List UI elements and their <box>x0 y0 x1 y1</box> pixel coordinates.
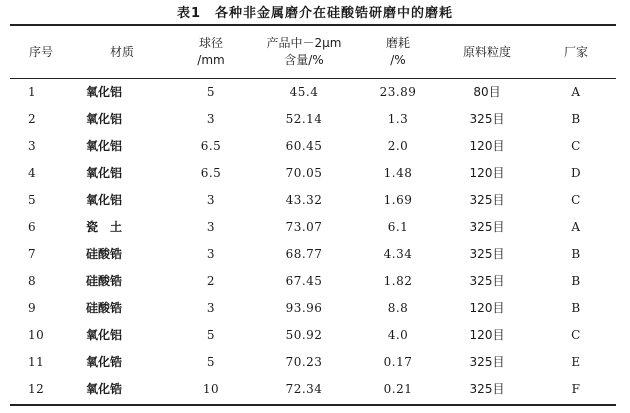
cell-maker: C <box>571 192 581 207</box>
cell-grain: 120目 <box>469 328 505 342</box>
table-row <box>10 294 616 321</box>
cell-material: 氧化铝 <box>86 166 123 180</box>
cell-no: 5 <box>28 192 37 207</box>
cell-diameter: 3 <box>206 111 216 126</box>
cell-grain: 80目 <box>473 85 501 99</box>
header-wear-line2: /% <box>390 53 406 67</box>
cell-no: 4 <box>28 165 37 180</box>
table-row <box>10 105 616 132</box>
cell-maker: B <box>571 246 581 261</box>
header-diameter <box>172 26 250 78</box>
cell-maker: F <box>571 381 581 396</box>
cell-no: 6 <box>28 219 37 234</box>
cell-diameter: 3 <box>206 219 216 234</box>
header-material-line1: 材质 <box>109 44 134 59</box>
cell-no: 11 <box>28 354 45 369</box>
cell-material: 硅酸锆 <box>86 247 123 261</box>
cell-material: 氧化铝 <box>86 139 123 153</box>
cell-maker: A <box>571 219 581 234</box>
table-row <box>10 186 616 213</box>
cell-diameter: 5 <box>206 354 216 369</box>
cell-content: 70.05 <box>285 165 323 180</box>
cell-grain: 325目 <box>469 112 505 126</box>
table-row <box>10 348 616 375</box>
cell-content: 67.45 <box>285 273 323 288</box>
cell-wear: 0.21 <box>383 381 413 396</box>
cell-diameter: 3 <box>206 300 216 315</box>
cell-maker: B <box>571 111 581 126</box>
table-row <box>10 375 616 402</box>
table-row <box>10 78 616 105</box>
cell-maker: B <box>571 273 581 288</box>
table-row <box>10 240 616 267</box>
table-body <box>10 78 616 402</box>
header-no-line1: 序号 <box>28 44 53 59</box>
cell-wear: 1.82 <box>383 273 413 288</box>
cell-diameter: 6.5 <box>200 165 222 180</box>
table-row <box>10 321 616 348</box>
header-grain-line1: 原料粒度 <box>462 44 511 59</box>
cell-material: 氧化铝 <box>86 328 123 342</box>
cell-grain: 325目 <box>469 247 505 261</box>
cell-content: 68.77 <box>285 246 323 261</box>
table-row <box>10 159 616 186</box>
cell-material: 氧化锆 <box>86 355 123 369</box>
cell-no: 12 <box>28 381 45 396</box>
header-diameter-line1: 球径 <box>198 36 223 50</box>
cell-wear: 1.3 <box>387 111 409 126</box>
cell-wear: 1.69 <box>383 192 413 207</box>
cell-material: 硅酸锆 <box>86 274 123 288</box>
cell-no: 1 <box>28 84 37 99</box>
table-row <box>10 267 616 294</box>
cell-grain: 325目 <box>469 220 505 234</box>
table-row <box>10 213 616 240</box>
header-content <box>250 26 358 78</box>
header-maker <box>536 26 616 78</box>
table-row <box>10 132 616 159</box>
cell-wear: 0.17 <box>383 354 413 369</box>
cell-grain: 325目 <box>469 274 505 288</box>
cell-content: 70.23 <box>285 354 323 369</box>
table-title: 各种非金属磨介在硅酸锆研磨中的磨耗 <box>215 6 454 21</box>
cell-no: 10 <box>28 327 45 342</box>
cell-grain: 325目 <box>469 382 505 396</box>
cell-wear: 2.0 <box>387 138 409 153</box>
cell-diameter: 5 <box>206 84 216 99</box>
cell-diameter: 5 <box>206 327 216 342</box>
cell-no: 2 <box>28 111 37 126</box>
cell-diameter: 3 <box>206 246 216 261</box>
cell-material: 氧化铝 <box>86 112 123 126</box>
cell-maker: A <box>571 84 581 99</box>
header-no <box>10 26 72 78</box>
cell-no: 7 <box>28 246 37 261</box>
cell-material: 氧化铝 <box>86 193 123 207</box>
cell-content: 52.14 <box>285 111 323 126</box>
bottom-rule <box>10 404 616 406</box>
wear-table <box>10 26 616 402</box>
cell-wear: 6.1 <box>387 219 409 234</box>
cell-content: 50.92 <box>285 327 323 342</box>
cell-content: 60.45 <box>285 138 323 153</box>
header-wear <box>358 26 438 78</box>
cell-material: 氧化铝 <box>86 85 123 99</box>
cell-material: 瓷 土 <box>86 220 123 234</box>
cell-maker: B <box>571 300 581 315</box>
header-diameter-line2: /mm <box>197 53 225 67</box>
cell-grain: 325目 <box>469 193 505 207</box>
table-number: 表1 <box>176 6 202 21</box>
cell-material: 硅酸锆 <box>86 301 123 315</box>
table-caption <box>0 2 630 21</box>
cell-grain: 120目 <box>469 139 505 153</box>
cell-content: 93.96 <box>285 300 323 315</box>
cell-diameter: 3 <box>206 192 216 207</box>
cell-content: 43.32 <box>285 192 323 207</box>
header-material <box>72 26 172 78</box>
cell-diameter: 2 <box>206 273 216 288</box>
cell-wear: 1.48 <box>383 165 413 180</box>
header-row <box>10 26 616 78</box>
cell-wear: 4.34 <box>383 246 413 261</box>
header-grain <box>438 26 536 78</box>
cell-diameter: 10 <box>202 381 220 396</box>
cell-content: 73.07 <box>285 219 323 234</box>
cell-maker: D <box>570 165 582 180</box>
cell-maker: E <box>571 354 581 369</box>
cell-grain: 325目 <box>469 355 505 369</box>
cell-no: 9 <box>28 300 37 315</box>
cell-no: 8 <box>28 273 37 288</box>
cell-grain: 120目 <box>469 301 505 315</box>
cell-content: 45.4 <box>289 84 319 99</box>
cell-wear: 4.0 <box>387 327 409 342</box>
header-wear-line1: 磨耗 <box>385 36 410 50</box>
cell-maker: C <box>571 327 581 342</box>
header-content-line1: 产品中－2μm <box>266 36 342 50</box>
cell-wear: 23.89 <box>379 84 417 99</box>
cell-maker: C <box>571 138 581 153</box>
cell-diameter: 6.5 <box>200 138 222 153</box>
cell-material: 氧化锆 <box>86 382 123 396</box>
cell-wear: 8.8 <box>387 300 409 315</box>
cell-grain: 120目 <box>469 166 505 180</box>
header-maker-line1: 厂家 <box>563 44 588 59</box>
cell-no: 3 <box>28 138 37 153</box>
header-content-line2: 含量/% <box>284 53 324 67</box>
cell-content: 72.34 <box>285 381 323 396</box>
